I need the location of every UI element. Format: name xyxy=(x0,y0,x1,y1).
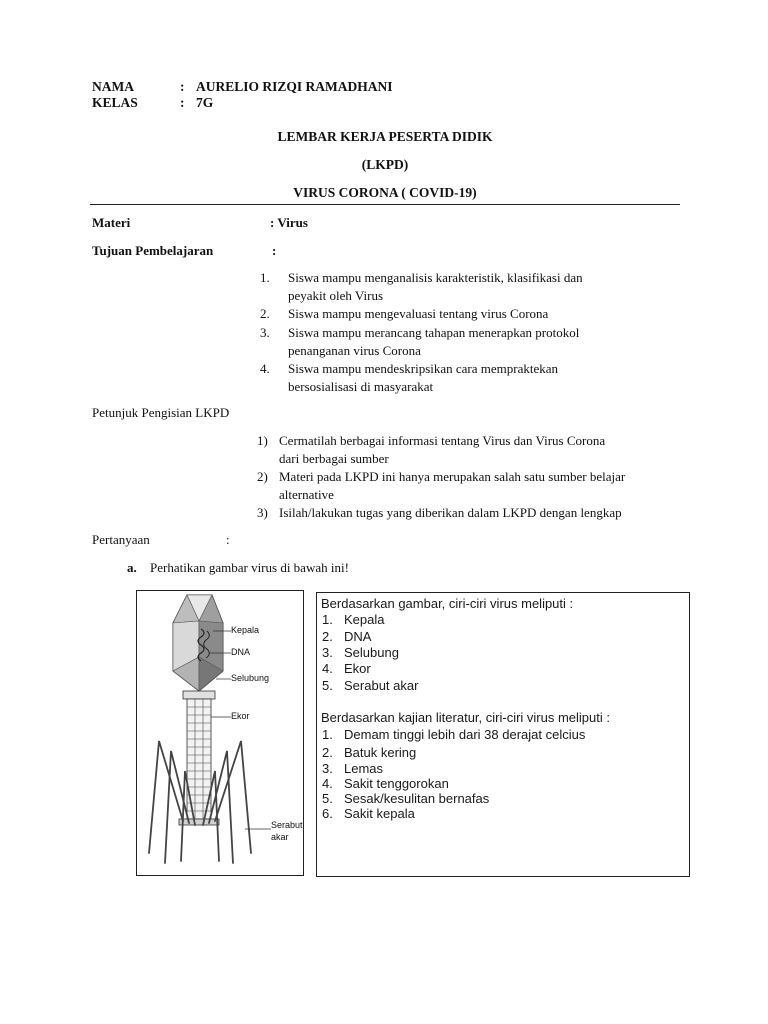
pertanyaan-label: Pertanyaan xyxy=(92,532,150,547)
label-dna: DNA xyxy=(231,647,251,657)
materi-value: : Virus xyxy=(270,215,308,230)
petunjuk-label: Petunjuk Pengisian LKPD xyxy=(92,405,230,420)
answer-intro-2: Berdasarkan kajian literatur, ciri-ciri virus meliputi : xyxy=(321,710,610,725)
answer-item: Kepala xyxy=(344,612,385,627)
answer-num: 3. xyxy=(322,645,333,660)
answer-num: 2. xyxy=(322,745,333,760)
answer-item: Selubung xyxy=(344,645,399,660)
answer-num: 6. xyxy=(322,806,333,821)
answer-num: 1. xyxy=(322,727,333,742)
label-akar: akar xyxy=(271,832,289,842)
question-text: Perhatikan gambar virus di bawah ini! xyxy=(150,560,349,575)
answer-item: DNA xyxy=(344,629,372,644)
answer-intro-1: Berdasarkan gambar, ciri-ciri virus meliputi : xyxy=(321,596,574,611)
petunjuk-line: Isilah/lakukan tugas yang diberikan dalam LKPD dengan lengkap xyxy=(279,505,622,520)
title-divider xyxy=(90,204,680,205)
tujuan-colon: : xyxy=(272,243,277,258)
tujuan-line: penanganan virus Corona xyxy=(288,343,421,358)
petunjuk-line: Cermatilah berbagai informasi tentang Virus dan Virus Corona xyxy=(279,433,606,448)
label-serabut: Serabut xyxy=(271,820,303,830)
question-letter: a. xyxy=(127,560,137,575)
answer-item: Lemas xyxy=(344,761,384,776)
answer-item: Serabut akar xyxy=(344,678,419,693)
name-label: NAMA xyxy=(92,79,134,94)
label-kepala: Kepala xyxy=(231,625,260,635)
petunjuk-num: 2) xyxy=(257,469,268,484)
tujuan-line: Siswa mampu mengevaluasi tentang virus Corona xyxy=(288,306,549,321)
virus-figure xyxy=(136,590,304,876)
name-value: AURELIO RIZQI RAMADHANI xyxy=(196,79,393,94)
answer-item: Sakit tenggorokan xyxy=(344,776,449,791)
pertanyaan-colon: : xyxy=(226,532,230,547)
tujuan-num: 1. xyxy=(260,270,270,285)
name-colon: : xyxy=(180,79,185,94)
tujuan-line: bersosialisasi di masyarakat xyxy=(288,379,434,394)
answer-num: 3. xyxy=(322,761,333,776)
petunjuk-line: dari berbagai sumber xyxy=(279,451,389,466)
petunjuk-line: Materi pada LKPD ini hanya merupakan salah satu sumber belajar xyxy=(279,469,626,484)
page-title: LEMBAR KERJA PESERTA DIDIK xyxy=(277,129,493,144)
answer-num: 4. xyxy=(322,776,333,791)
answer-item: Batuk kering xyxy=(344,745,417,760)
answer-box xyxy=(316,592,690,877)
label-selubung: Selubung xyxy=(231,673,270,683)
tujuan-line: Siswa mampu mendeskripsikan cara mempraktekan xyxy=(288,361,559,376)
page-topic: VIRUS CORONA ( COVID-19) xyxy=(293,185,477,200)
page-subtitle: (LKPD) xyxy=(361,157,409,172)
tujuan-line: Siswa mampu merancang tahapan menerapkan protokol xyxy=(288,325,580,340)
answer-num: 5. xyxy=(322,678,333,693)
answer-item: Sesak/kesulitan bernafas xyxy=(344,791,490,806)
answer-num: 1. xyxy=(322,612,333,627)
petunjuk-line: alternative xyxy=(279,487,334,502)
tujuan-line: peyakit oleh Virus xyxy=(288,288,384,303)
tujuan-num: 2. xyxy=(260,306,270,321)
materi-label: Materi xyxy=(92,215,131,230)
answer-num: 4. xyxy=(322,661,333,676)
class-colon: : xyxy=(180,95,185,110)
class-value: 7G xyxy=(196,95,214,110)
label-ekor: Ekor xyxy=(231,711,250,721)
class-label: KELAS xyxy=(92,95,138,110)
answer-num: 5. xyxy=(322,791,333,806)
tujuan-line: Siswa mampu menganalisis karakteristik, klasifikasi dan xyxy=(288,270,583,285)
tujuan-num: 3. xyxy=(260,325,270,340)
petunjuk-num: 1) xyxy=(257,433,268,448)
answer-num: 2. xyxy=(322,629,333,644)
tujuan-num: 4. xyxy=(260,361,270,376)
tujuan-label: Tujuan Pembelajaran xyxy=(92,243,214,258)
answer-item: Ekor xyxy=(344,661,371,676)
answer-item: Demam tinggi lebih dari 38 derajat celcius xyxy=(344,727,586,742)
answer-item: Sakit kepala xyxy=(344,806,415,821)
petunjuk-num: 3) xyxy=(257,505,268,520)
